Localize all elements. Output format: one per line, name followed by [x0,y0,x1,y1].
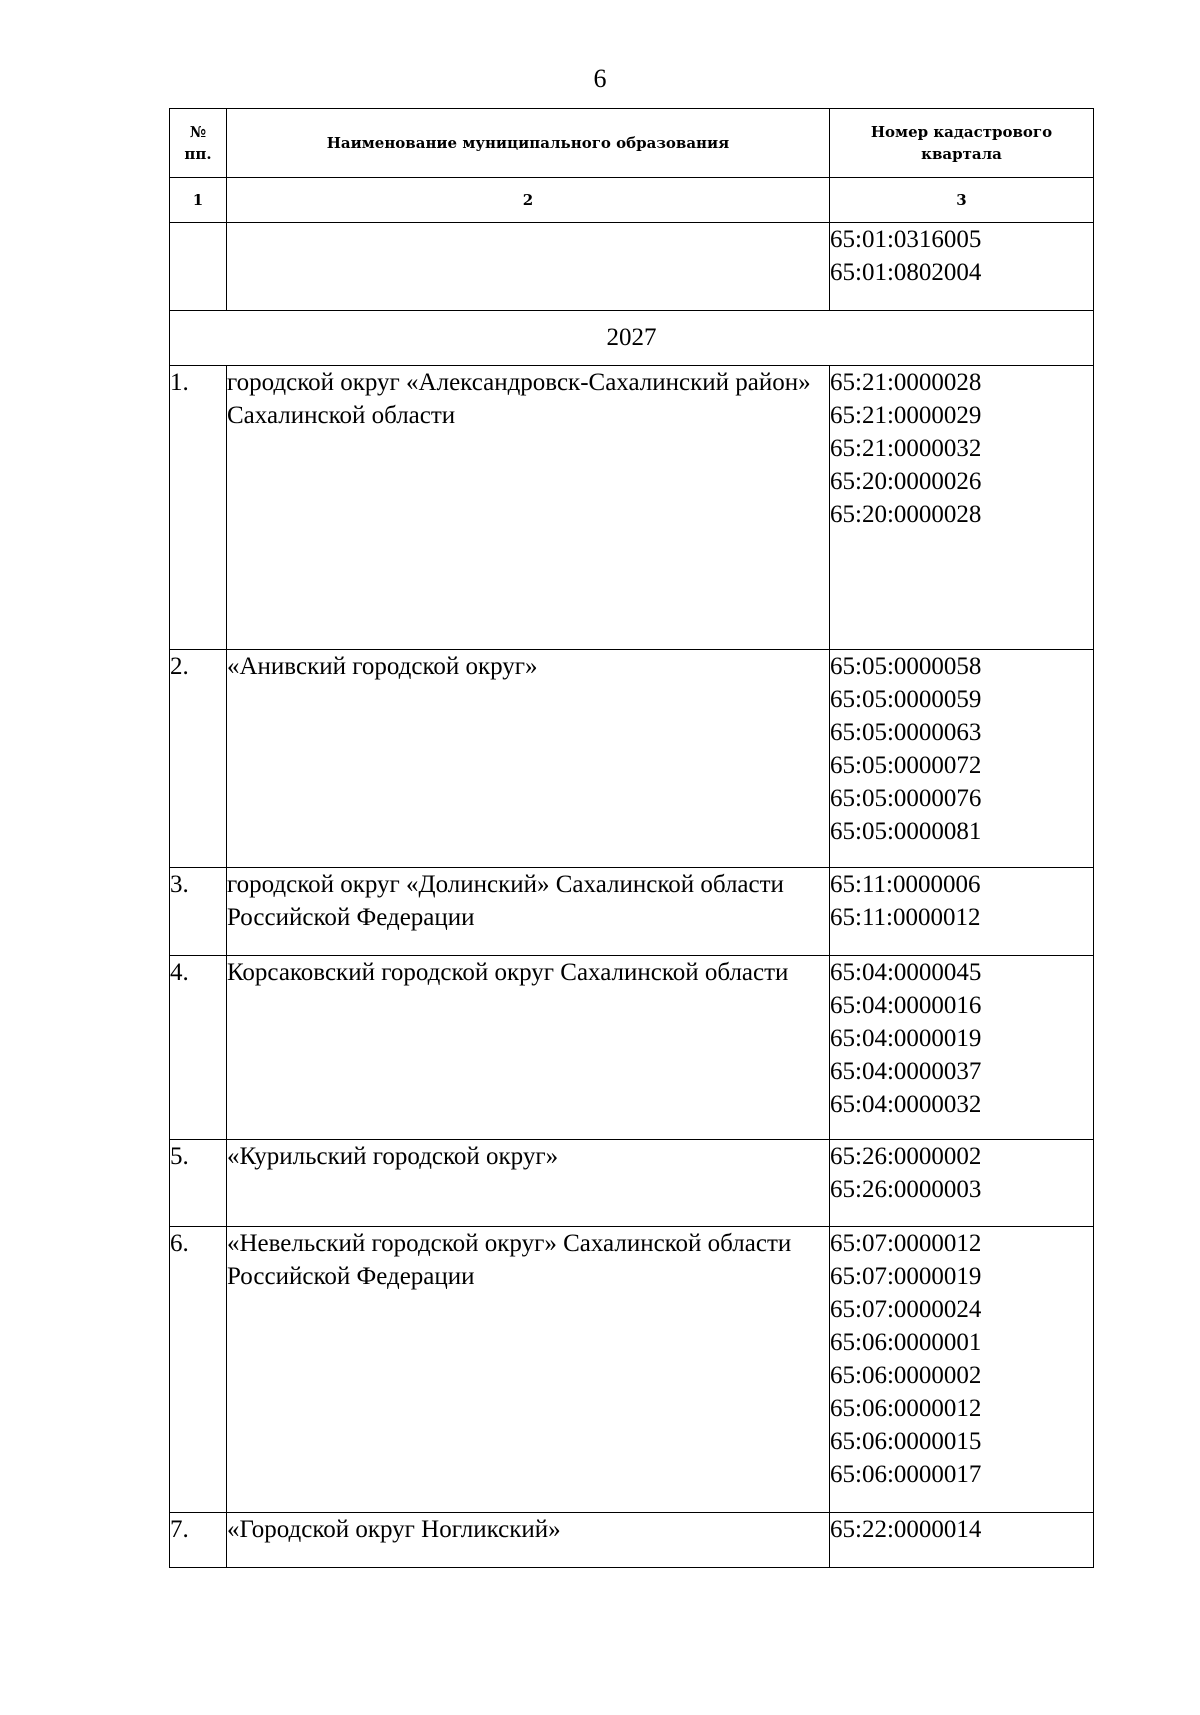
cadastral-code: 65:26:0000003 [830,1176,982,1203]
carryover-name-cell [227,223,830,311]
cadastral-code: 65:21:0000028 [830,369,982,396]
row-number: 5. [170,1140,227,1227]
cadastral-code: 65:04:0000037 [830,1058,982,1085]
cadastral-code: 65:06:0000002 [830,1362,982,1389]
header-code: Номер кадастрового квартала [830,109,1094,178]
cadastral-code: 65:22:0000014 [830,1516,982,1543]
cadastral-code: 65:04:0000045 [830,959,982,986]
cadastral-code: 65:05:0000059 [830,686,982,713]
cadastral-code: 65:05:0000076 [830,785,982,812]
cadastral-code: 65:20:0000026 [830,468,982,495]
cadastral-code: 65:06:0000012 [830,1395,982,1422]
municipality-name: «Городской округ Ногликский» [227,1513,830,1568]
cadastral-code: 65:07:0000019 [830,1263,982,1290]
cadastral-code: 65:05:0000072 [830,752,982,779]
cadastral-code: 65:04:0000016 [830,992,982,1019]
table-row [170,956,1094,1140]
row-number: 3. [170,868,227,956]
cadastral-codes-cell [830,868,1094,956]
year-heading: 2027 [170,311,1094,366]
carryover-row [170,223,1094,311]
cadastral-codes-cell [830,1227,1094,1513]
row-number: 6. [170,1227,227,1513]
column-number-2: 2 [227,178,830,223]
cadastral-codes-cell [830,956,1094,1140]
cadastral-code: 65:07:0000012 [830,1230,982,1257]
table-row [170,366,1094,650]
table-row [170,650,1094,868]
header-name: Наименование муниципального образования [227,109,830,178]
cadastral-code: 65:05:0000058 [830,653,982,680]
table-row [170,1140,1094,1227]
cadastral-code: 65:20:0000028 [830,501,982,528]
cadastral-code: 65:21:0000032 [830,435,982,462]
year-row [170,311,1094,366]
row-number: 7. [170,1513,227,1568]
row-number: 2. [170,650,227,868]
cadastral-codes-cell [830,1140,1094,1227]
header-num: № пп. [170,109,227,178]
cadastral-code: 65:07:0000024 [830,1296,982,1323]
cadastral-code: 65:11:0000006 [830,871,981,898]
municipality-name: «Невельский городской округ» Сахалинской области Российской Федерации [227,1227,830,1513]
cadastral-code: 65:06:0000015 [830,1428,982,1455]
column-number-row [170,178,1094,223]
cadastral-code: 65:21:0000029 [830,402,982,429]
municipality-name: городской округ «Александровск-Сахалинский район» Сахалинской области [227,366,830,650]
cadastral-code: 65:05:0000081 [830,818,982,845]
page-number: 6 [593,64,607,93]
municipality-name: Корсаковский городской округ Сахалинской области [227,956,830,1140]
row-number: 1. [170,366,227,650]
cadastral-code: 65:05:0000063 [830,719,982,746]
municipality-name: «Курильский городской округ» [227,1140,830,1227]
municipality-name: «Анивский городской округ» [227,650,830,868]
row-number: 4. [170,956,227,1140]
cadastral-code: 65:04:0000019 [830,1025,982,1052]
cadastral-code: 65:11:0000012 [830,904,981,931]
header-row [170,109,1094,178]
column-number-3: 3 [830,178,1094,223]
cadastral-code: 65:26:0000002 [830,1143,982,1170]
cadastral-code: 65:04:0000032 [830,1091,982,1118]
table-row [170,1227,1094,1513]
cadastral-code: 65:01:0316005 [830,226,982,253]
table-row [170,1513,1094,1568]
cadastral-table [169,108,1094,1568]
cadastral-code: 65:01:0802004 [830,259,982,286]
column-number-1: 1 [170,178,227,223]
carryover-num-cell [170,223,227,311]
municipality-name: городской округ «Долинский» Сахалинской области Российской Федерации [227,868,830,956]
cadastral-code: 65:06:0000017 [830,1461,982,1488]
cadastral-codes-cell [830,366,1094,650]
cadastral-codes-cell [830,650,1094,868]
table-row [170,868,1094,956]
cadastral-codes-cell [830,1513,1094,1568]
carryover-codes-cell [830,223,1094,311]
cadastral-code: 65:06:0000001 [830,1329,982,1356]
